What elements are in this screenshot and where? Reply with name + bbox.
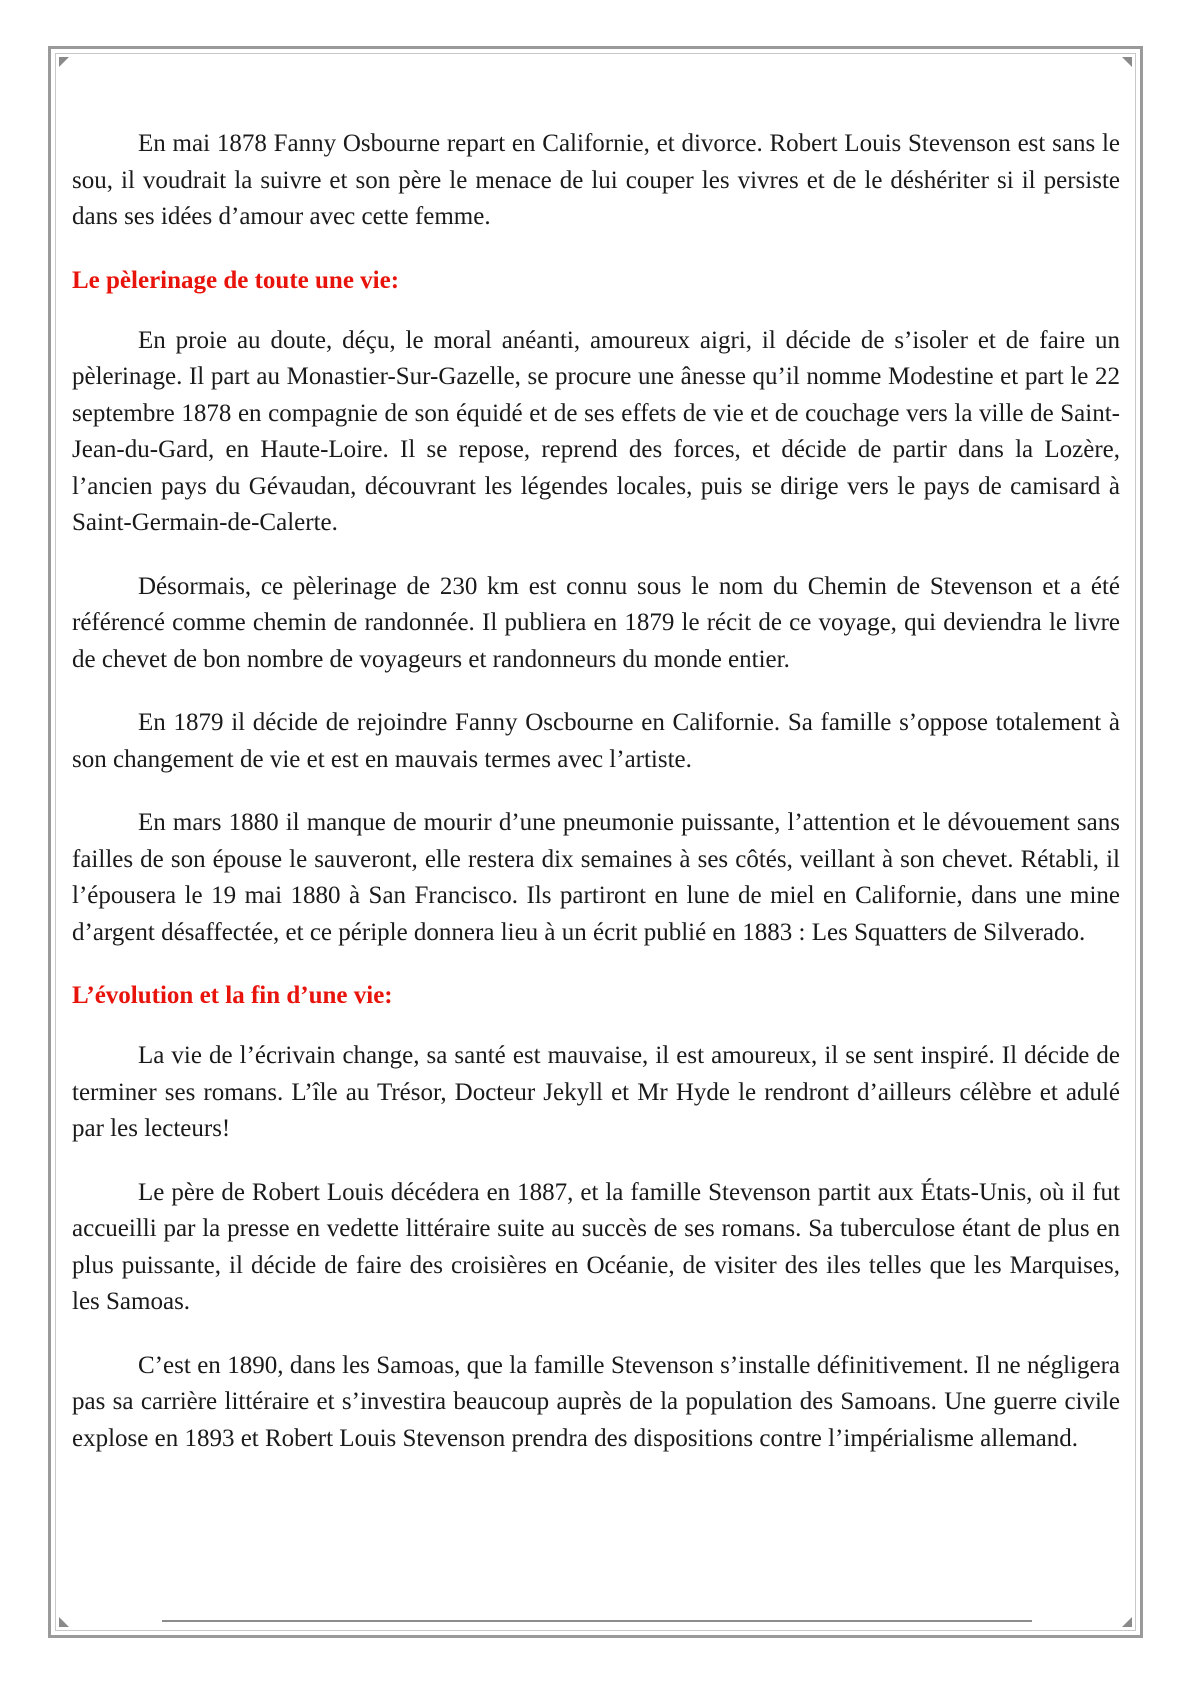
corner-ornament-top-left bbox=[59, 57, 69, 67]
section-heading-pelerinage: Le pèlerinage de toute une vie: bbox=[72, 266, 400, 294]
paragraph-3: Désormais, ce pèlerinage de 230 km est connu sous le nom du Chemin de Stevenson et a été référencé comme chemin de randonnée. Il publiera en 1879 le récit de ce voyage, qui deviendra le livre de chevet de bon nombre de voyageurs et randonneurs du monde entier. bbox=[72, 572, 1120, 673]
footer-divider bbox=[162, 1620, 1032, 1622]
document-body bbox=[72, 126, 1120, 1484]
paragraph-1: En mai 1878 Fanny Osbourne repart en Californie, et divorce. Robert Louis Stevenson est sans le sou, il voudrait la suivre et son père le menace de lui couper les vivres et de le déshériter si il persiste dans ses idées d’amour avec cette femme. bbox=[72, 130, 1120, 230]
section-heading-evolution: L’évolution et la fin d’une vie: bbox=[72, 982, 393, 1009]
paragraph-8: C’est en 1890, dans les Samoas, que la famille Stevenson s’installe définitivement. Il ne négligera pas sa carrière littéraire et s’investira beaucoup auprès de la population des Samoans. Une guerre civile explose en 1893 et Robert Louis Stevenson prendra des dispositions contre l’impérialisme allemand. bbox=[72, 1351, 1120, 1452]
paragraph-7: Le père de Robert Louis décédera en 1887, et la famille Stevenson partit aux États-Unis, où il fut accueilli par la presse en vedette littéraire suite au succès de ses romans. Sa tuberculose étant de plus en plus puissante, il décide de faire des croisières en Océanie, de visiter des iles telles que les Marquises, les Samoas. bbox=[72, 1178, 1120, 1315]
corner-ornament-top-right bbox=[1122, 57, 1132, 67]
corner-ornament-bottom-right bbox=[1122, 1617, 1132, 1627]
paragraph-6: La vie de l’écrivain change, sa santé est mauvaise, il est amoureux, il se sent inspiré. Il décide de terminer ses romans. L’île au Trésor, Docteur Jekyll et Mr Hyde le rendront d’ailleurs célèbre et adulé par les lecteurs! bbox=[72, 1042, 1120, 1142]
paragraph-2: En proie au doute, déçu, le moral anéanti, amoureux aigri, il décide de s’isoler et de faire un pèlerinage. Il part au Monastier-Sur-Gazelle, se procure une ânesse qu’il nomme Modestine et part le 22 septembre 1878 en compagnie de son équidé et de ses effets de vie et de couchage vers la ville de Saint-Jean-du-Gard, en Haute-Loire. Il se repose, reprend des forces, et décide de partir dans la Lozère, l’ancien pays du Gévaudan, découvrant les légendes locales, puis se dirige vers le pays de camisard à Saint-Germain-de-Calerte. bbox=[72, 326, 1120, 536]
paragraph-4: En 1879 il décide de rejoindre Fanny Oscbourne en Californie. Sa famille s’oppose totalement à son changement de vie et est en mauvais termes avec l’artiste. bbox=[72, 709, 1120, 773]
corner-ornament-bottom-left bbox=[59, 1617, 69, 1627]
paragraph-5: En mars 1880 il manque de mourir d’une pneumonie puissante, l’attention et le dévouement sans failles de son épouse le sauveront, elle restera dix semaines à ses côtés, veillant à son chevet. Rétabli, il l’épousera le 19 mai 1880 à San Francisco. Ils partiront en lune de miel en Californie, dans une mine d’argent désaffectée, et ce périple donnera lieu à un écrit publié en 1883 : Les Squatters de Silverado. bbox=[72, 809, 1120, 946]
